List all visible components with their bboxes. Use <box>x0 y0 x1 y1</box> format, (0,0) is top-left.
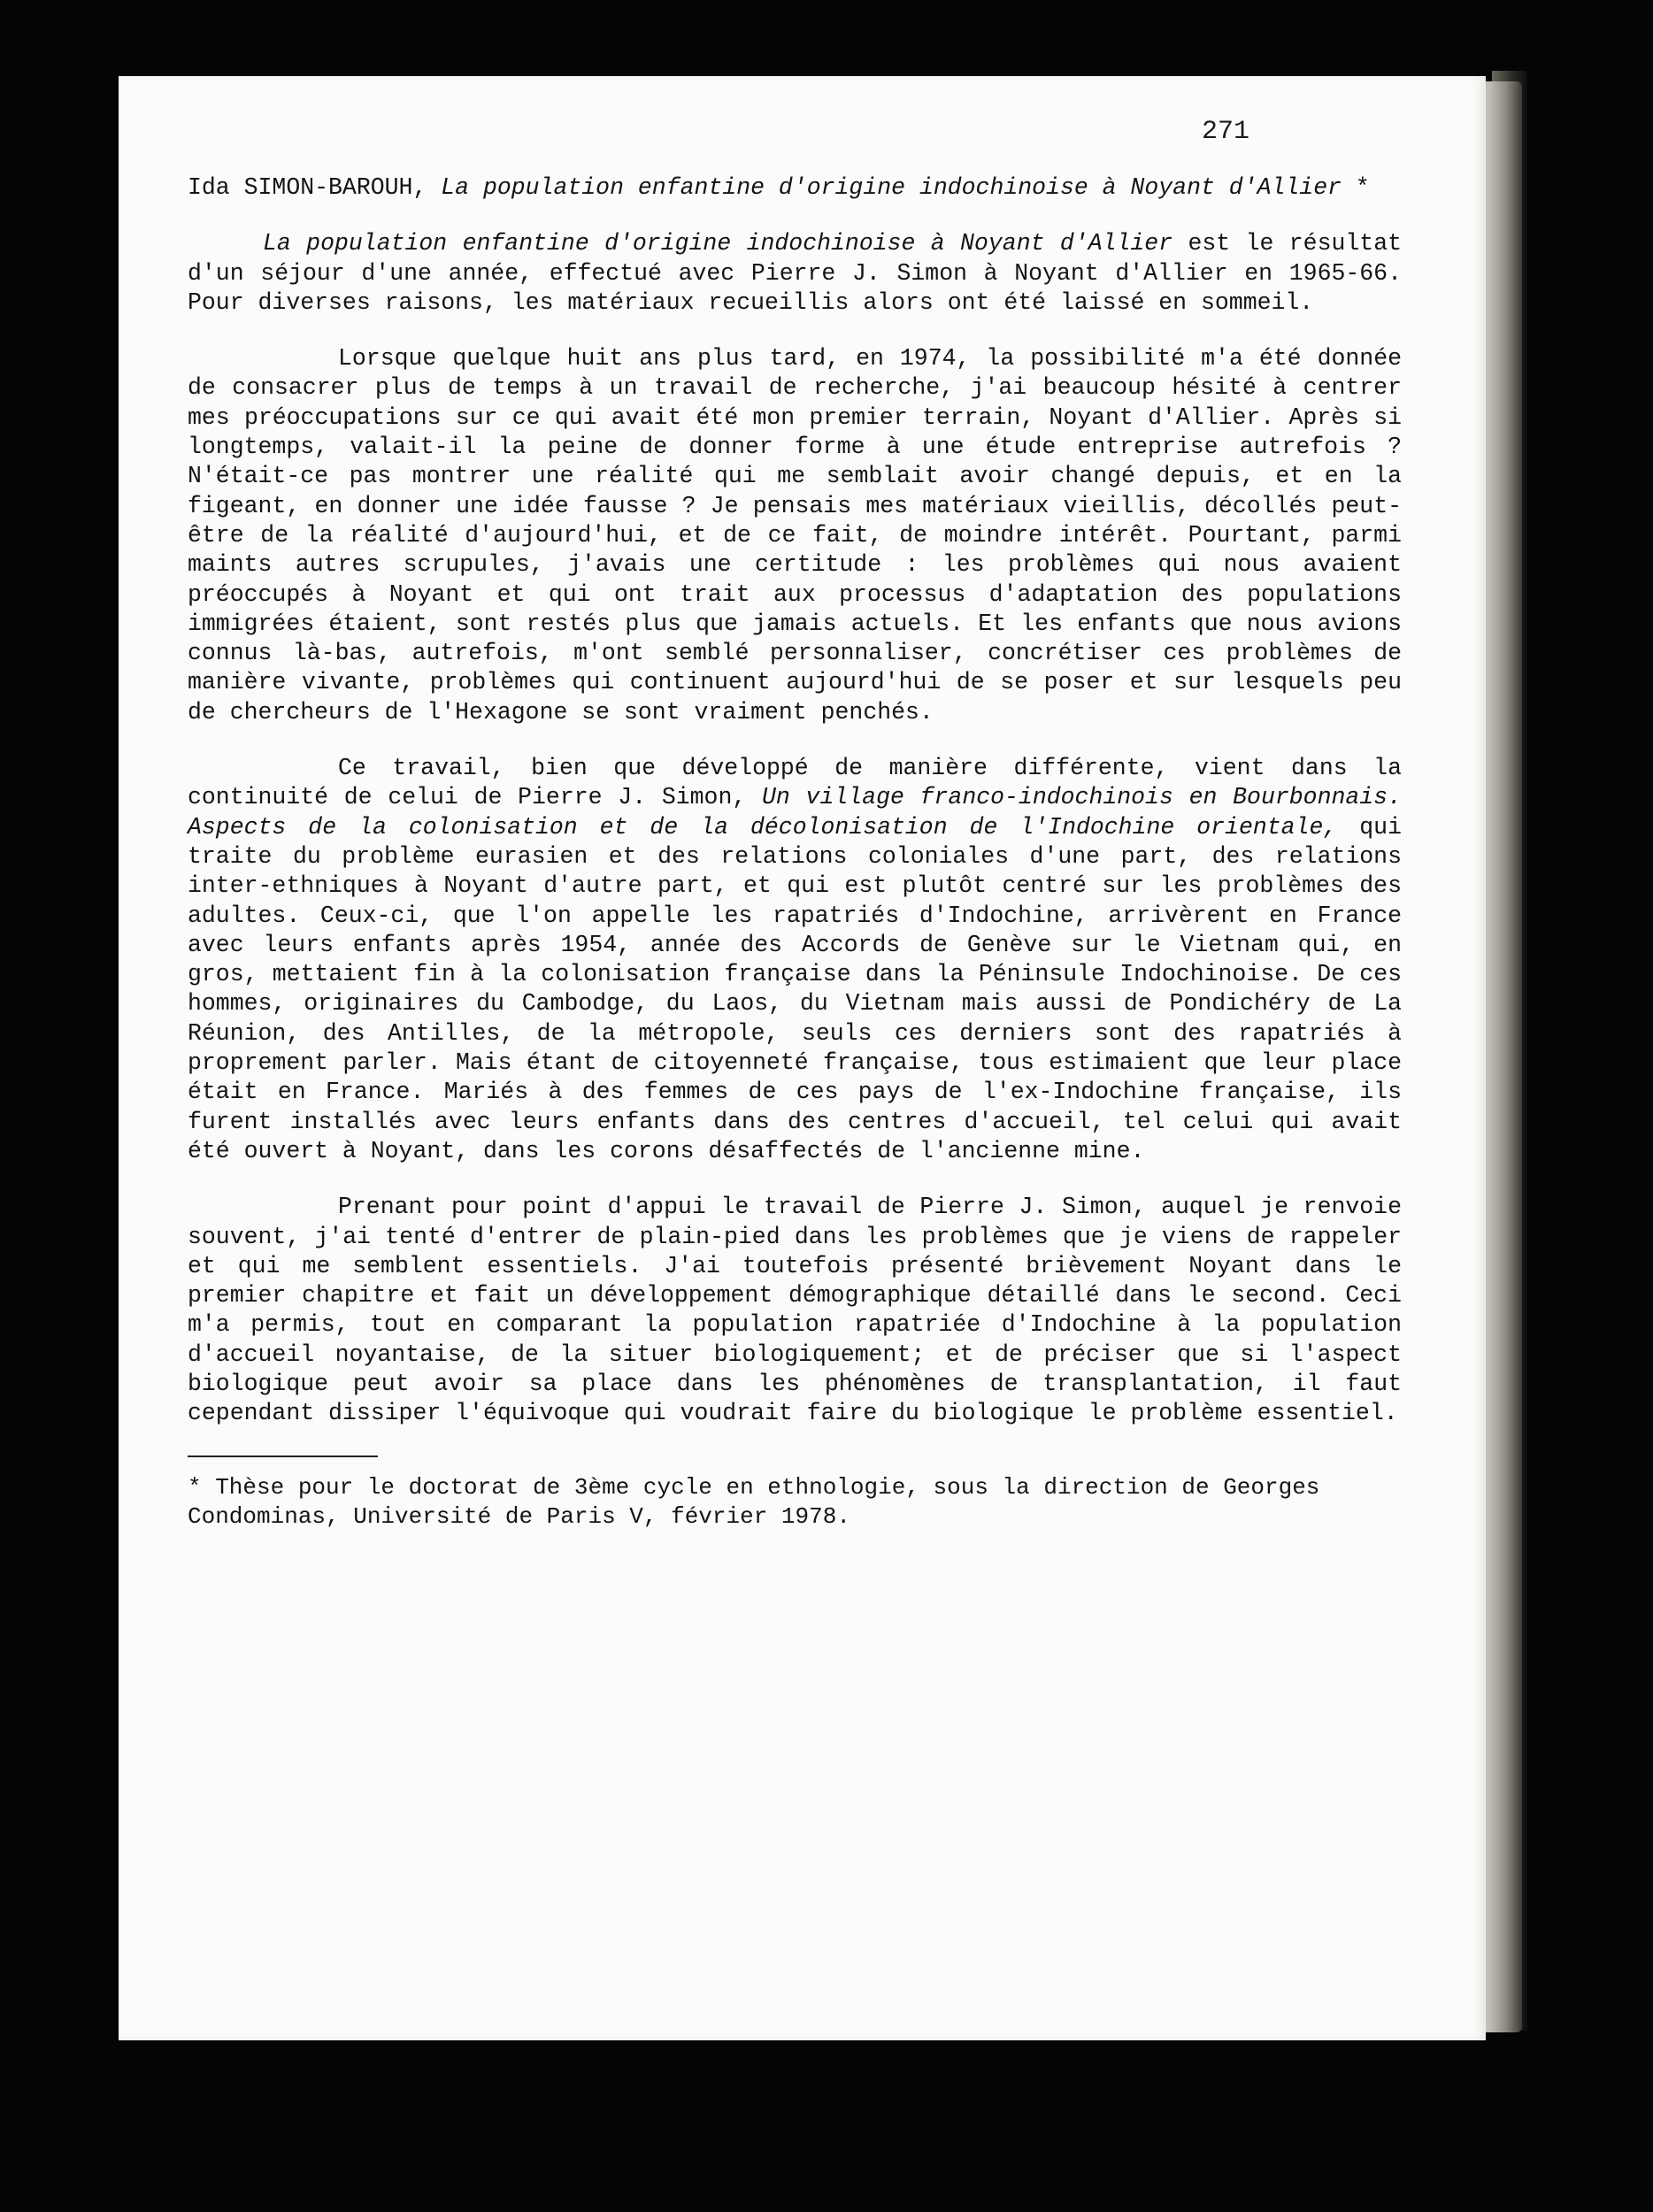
heading-marker: * <box>1342 174 1370 201</box>
paragraph-3 <box>188 754 1402 1166</box>
paragraph-4-text: Prenant pour point d'appui le travail de Pierre J. Simon, auquel je renvoie souvent, j'ai tenté d'entrer de plain-pied dans les problèmes que je viens de rappeler et qui me semblent essentiels. J'ai toutefois présenté brièvement Noyant dans le premier chapitre et fait un développement démographique détaillé dans le second. Ceci m'a permis, tout en comparant la population rapatriée d'Indochine à la population d'accueil noyantaise, de la situer biologiquement; et de préciser que si l'aspect biologique peut avoir sa place dans les phénomènes de transplantation, il faut cependant dissiper l'équivoque qui voudrait faire du biologique le problème essentiel. <box>188 1194 1402 1427</box>
paragraph-3-text-after: qui traite du problème eurasien et des relations coloniales d'une part, des relations inter-ethniques à Noyant d'autre part, et qui est plutôt centré sur les problèmes des adultes. Ceux-ci, que l'on appelle les rapatriés d'Indochine, arrivèrent en France avec leurs enfants après 1954, année des Accords de Genève sur le Vietnam qui, en gros, mettaient fin à la colonisation française dans la Péninsule Indochinoise. De ces hommes, originaires du Cambodge, du Laos, du Vietnam mais aussi de Pondichéry de La Réunion, des Antilles, de la métropole, seuls ces derniers sont des rapatriés à proprement parler. Mais étant de citoyenneté française, tous estimaient que leur place était en France. Mariés à des femmes de ces pays de l'ex-Indochine française, ils furent installés avec leurs enfants dans des centres d'accueil, tel celui qui avait été ouvert à Noyant, dans les corons désaffectés de l'ancienne mine. <box>188 813 1402 1164</box>
paragraph-4 <box>188 1193 1402 1428</box>
article-heading <box>188 173 1402 203</box>
footnote-divider <box>188 1455 378 1457</box>
paragraph-2 <box>188 344 1402 727</box>
heading-title: La population enfantine d'origine indochinoise à Noyant d'Allier <box>441 174 1342 201</box>
paragraph-2-text: Lorsque quelque huit ans plus tard, en 1974, la possibilité m'a été donnée de consacrer plus de temps à un travail de recherche, j'ai beaucoup hésité à centrer mes préoccupations sur ce qui avait été mon premier terrain, Noyant d'Allier. Après si longtemps, valait-il la peine de donner forme à une étude entreprise autrefois ? N'était-ce pas montrer une réalité qui me semblait avoir changé depuis, et en la figeant, en donner une idée fausse ? Je pensais mes matériaux vieillis, décollés peut-être de la réalité d'aujourd'hui, et de ce fait, de moindre intérêt. Pourtant, parmi maints autres scrupules, j'avais une certitude : les problèmes qui nous avaient préoccupés à Noyant et qui ont trait aux processus d'adaptation des populations immigrées étaient, sont restés plus que jamais actuels. Et les enfants que nous avions connus là-bas, autrefois, m'ont semblé personnaliser, concrétiser ces problèmes de manière vivante, problèmes qui continuent aujourd'hui de se poser et sur lesquels peu de chercheurs de l'Hexagone se sont vraiment penchés. <box>188 345 1402 726</box>
page-number: 271 <box>1202 117 1250 147</box>
paragraph-3-text-before: Ce travail, bien que développé de manière différente, vient dans la continuité de celui de Pierre J. Simon, <box>188 755 1402 811</box>
heading-author: Ida SIMON-BAROUH, <box>188 174 442 201</box>
paragraph-1-italic-title: La population enfantine d'origine indochinoise à Noyant d'Allier <box>263 230 1173 257</box>
paragraph-1-text: est le résultat d'un séjour d'une année, effectué avec Pierre J. Simon à Noyant d'Allier en 1965-66. Pour diverses raisons, les matériaux recueillis alors ont été laissé en sommeil. <box>188 230 1403 316</box>
paragraph-1 <box>188 229 1402 318</box>
footnote: * Thèse pour le doctorat de 3ème cycle en ethnologie, sous la direction de Georges Condominas, Université de Paris V, février 1978. <box>188 1473 1320 1530</box>
paragraph-3-italic-title: Un village franco-indochinois en Bourbonnais. Aspects de la colonisation et de la décolonisation de l'Indochine orientale, <box>188 784 1402 841</box>
page-content <box>188 173 1402 1532</box>
